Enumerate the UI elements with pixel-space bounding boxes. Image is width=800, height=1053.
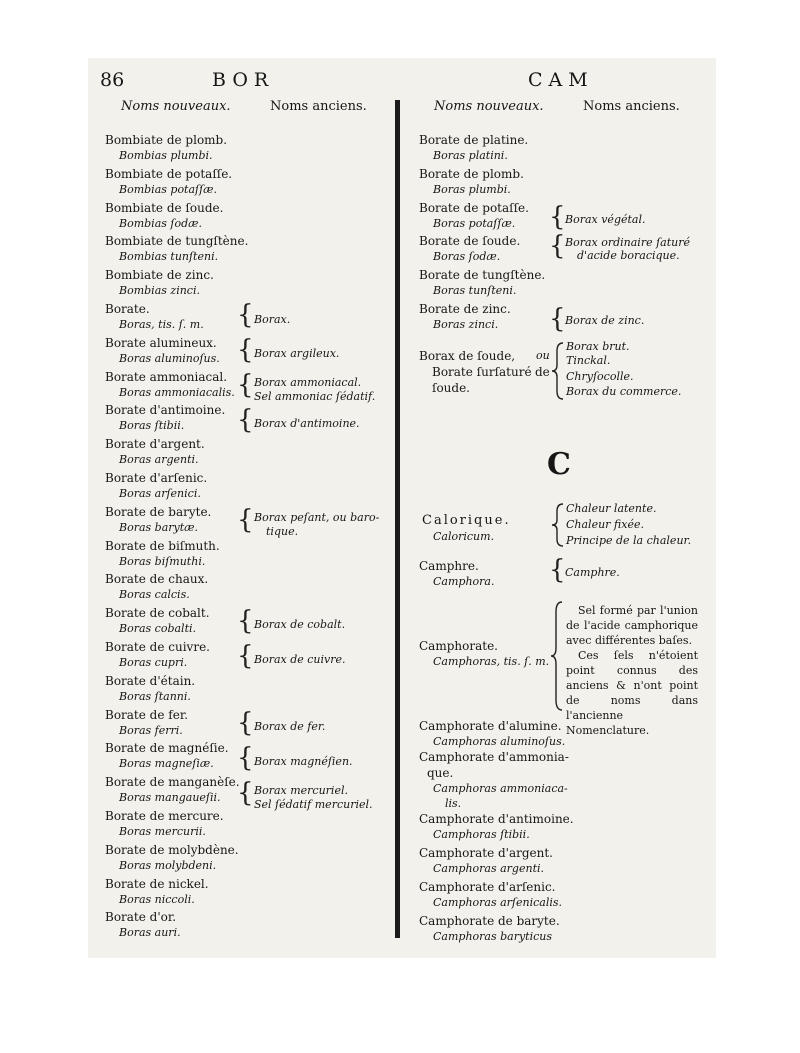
calorique-name: Calorique. xyxy=(422,513,511,528)
brace-icon: { xyxy=(237,778,254,808)
ancient-name: Borax peſant, ou baro- xyxy=(254,511,380,524)
camphorate-note-2: Ces ſels n'étoient point connus des anciens & n'ont point de noms dans l'ancienne Nomenclature. xyxy=(566,649,698,737)
list-item: Borate de ſoude. Boras ſodæ. xyxy=(419,234,521,264)
page-number: 86 xyxy=(100,69,125,91)
list-item: Borate de potaſſe. Boras potaſſæ. xyxy=(419,200,529,230)
brace-icon: { xyxy=(237,370,254,400)
list-item: Camphorate d'argent. Camphoras argenti. xyxy=(419,846,553,875)
list-item: Borate ammoniacal. Boras ammoniacalis. xyxy=(105,369,235,399)
list-item: Borate de baryte. Boras barytæ. xyxy=(105,504,212,534)
ancient-name: Borax du commerce. xyxy=(566,385,682,398)
brace-icon xyxy=(550,600,564,712)
list-item: Borate de magnéſie. Boras magneſiæ. xyxy=(105,741,229,771)
soude-de: de xyxy=(535,365,550,379)
right-head-old-names: Noms anciens. xyxy=(583,99,680,114)
left-entry-list xyxy=(105,132,248,943)
soude-line-3: ſoude. xyxy=(432,381,470,395)
brace-icon: { xyxy=(237,606,254,636)
list-item: Borate de fer. Boras ferri. xyxy=(105,707,189,737)
brace-icon: { xyxy=(237,405,254,435)
running-head-right: CAM xyxy=(528,69,594,91)
ancient-name: Borax. xyxy=(254,313,291,326)
camphorate-name: Camphorate. xyxy=(419,639,498,653)
right-entry-list-top xyxy=(419,132,545,335)
brace-icon: { xyxy=(237,335,254,365)
list-item: Camphorate de baryte. Camphoras baryticus xyxy=(419,914,560,943)
list-item: Borate de manganèſe. Boras mangaueſii. xyxy=(105,775,240,805)
list-item: Borate de biſmuth. Boras biſmuthi. xyxy=(105,538,220,568)
list-item: Borate d'antimoine. Boras ſtibii. xyxy=(105,403,226,433)
list-item: Borate de zinc. Boras zinci. xyxy=(419,301,511,331)
ancient-name: Chaleur latente. xyxy=(566,502,657,515)
list-item: Camphorate d'ammonia- que. Camphoras ammoniaca- lis. xyxy=(419,750,569,810)
list-item: Borate de nickel. Boras niccoli. xyxy=(105,876,209,906)
running-head-left: BOR xyxy=(212,69,275,91)
ancient-name: Sel ammoniac ſédatif. xyxy=(254,390,376,403)
list-item: Bombiate de potaſſe. Bombias potaſſæ. xyxy=(105,166,233,196)
ancient-name: Borax de zinc. xyxy=(565,314,645,327)
list-item: Borate d'argent. Boras argenti. xyxy=(105,437,205,467)
brace-icon: { xyxy=(237,641,254,671)
ancient-name: Borax végétal. xyxy=(565,213,646,226)
list-item: Borate de plomb. Boras plumbi. xyxy=(419,166,524,196)
list-item: Borate d'étain. Boras ſtanni. xyxy=(105,673,196,703)
list-item: Borate d'or. Boras auri. xyxy=(105,910,181,940)
brace-icon: { xyxy=(549,202,566,232)
left-head-new-names: Noms nouveaux. xyxy=(121,99,231,114)
list-item: Borate de chaux. Boras calcis. xyxy=(105,572,209,602)
ancient-name: Principe de la chaleur. xyxy=(566,534,692,547)
brace-icon: { xyxy=(549,231,566,261)
list-item: Borate alumineux. Boras aluminoſus. xyxy=(105,335,220,365)
camphre-latin: Camphora. xyxy=(433,575,495,588)
ancient-name: tique. xyxy=(266,525,299,538)
list-item: Borate de tungſtène. Boras tunſteni. xyxy=(419,268,546,298)
calorique-latin: Caloricum. xyxy=(433,530,495,543)
list-item: Borate. Boras, tis. ſ. m. xyxy=(105,301,204,331)
ancient-name: Camphre. xyxy=(565,566,620,579)
camphorate-latin: Camphoras, tis. ſ. m. xyxy=(433,655,550,668)
ancient-name: Tinckal. xyxy=(566,354,611,367)
list-item: Borate d'arſenic. Boras arſenici. xyxy=(105,470,208,500)
ancient-name: Borax d'antimoine. xyxy=(254,417,360,430)
brace-icon: { xyxy=(549,304,566,334)
list-item: Camphorate d'arſenic. Camphoras arſenicalis. xyxy=(419,880,563,909)
list-item: Bombiate de tungſtène. Bombias tunſteni. xyxy=(105,234,249,264)
list-item: Camphorate d'antimoine. Camphoras ſtibii. xyxy=(419,812,574,841)
ancient-name: Borax de cobalt. xyxy=(254,618,346,631)
ancient-name: Sel ſédatif mercuriel. xyxy=(254,798,373,811)
ancient-name: Borax argileux. xyxy=(254,347,340,360)
ancient-name: d'acide boracique. xyxy=(577,249,680,262)
list-item: Bombiate de ſoude. Bombias ſodæ. xyxy=(105,200,224,230)
brace-icon: { xyxy=(237,300,254,330)
section-letter: C xyxy=(547,447,571,482)
column-rule xyxy=(395,100,400,938)
ancient-name: Borax brut. xyxy=(566,340,630,353)
ancient-name: Borax mercuriel. xyxy=(254,784,348,797)
right-entry-list-bottom xyxy=(419,718,574,947)
list-item: Borate de cobalt. Boras cobalti. xyxy=(105,606,210,636)
ancient-name: Borax magnéſien. xyxy=(254,755,353,768)
brace-icon xyxy=(551,341,565,401)
brace-icon: { xyxy=(237,505,254,535)
camphre-name: Camphre. xyxy=(419,559,479,573)
ancient-name: Borax de fer. xyxy=(254,720,326,733)
ancient-name: Borax de cuivre. xyxy=(254,653,346,666)
list-item: Borate de cuivre. Boras cupri. xyxy=(105,639,210,669)
brace-icon: { xyxy=(549,555,566,585)
ancient-name: Chaleur fixée. xyxy=(566,518,644,531)
soude-line-1: Borax de ſoude, xyxy=(419,349,516,363)
brace-icon xyxy=(551,502,565,548)
list-item: Borate de molybdène. Boras molybdeni. xyxy=(105,842,239,872)
list-item: Borate de mercure. Boras mercurii. xyxy=(105,808,224,838)
list-item: Bombiate de zinc. Bombias zinci. xyxy=(105,268,214,298)
brace-icon: { xyxy=(237,743,254,773)
camphorate-note-1: Sel formé par l'union de l'acide camphorique avec différentes baſes. xyxy=(566,604,698,647)
right-head-new-names: Noms nouveaux. xyxy=(434,99,544,114)
ancient-name: Borax ammoniacal. xyxy=(254,376,362,389)
soude-line-2: Borate ſurſaturé xyxy=(432,365,532,379)
list-item: Borate de platine. Boras platini. xyxy=(419,133,529,162)
list-item: Camphorate d'alumine. Camphoras aluminoſus. xyxy=(419,719,566,748)
brace-icon: { xyxy=(237,708,254,738)
ancient-name: Borax ordinaire ſaturé xyxy=(565,236,690,249)
left-head-old-names: Noms anciens. xyxy=(270,99,367,114)
list-item: Bombiate de plomb. Bombias plumbi. xyxy=(105,133,228,162)
ancient-name: Chryſocolle. xyxy=(566,370,634,383)
soude-ou: ou xyxy=(536,349,550,362)
